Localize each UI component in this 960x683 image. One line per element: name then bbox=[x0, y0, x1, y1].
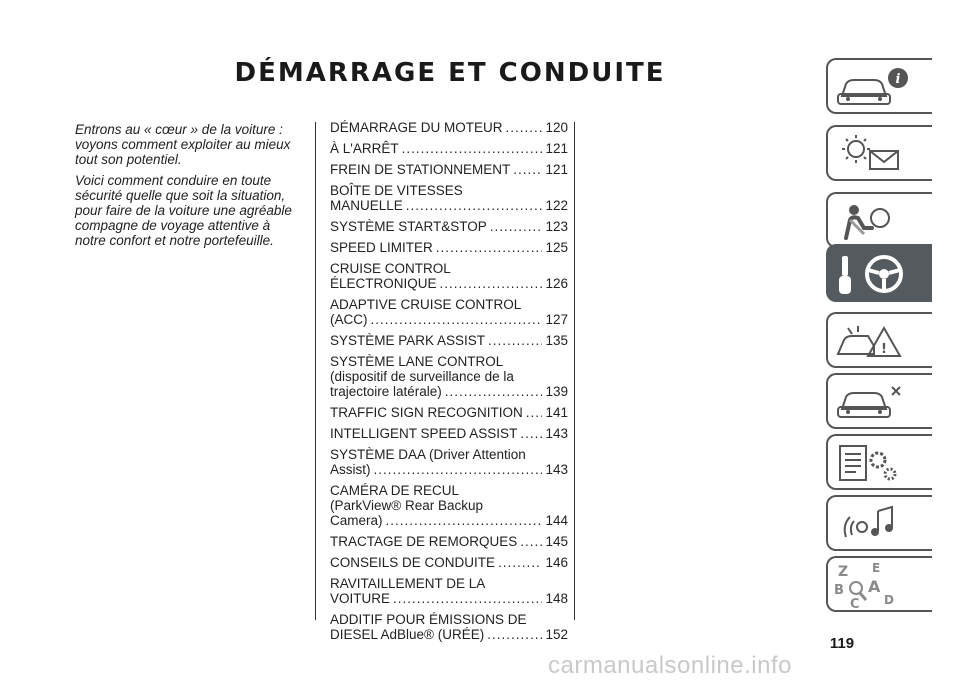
toc-page-number: 145 bbox=[545, 534, 568, 549]
toc-entry[interactable] bbox=[330, 120, 568, 135]
toc-entry[interactable] bbox=[330, 297, 568, 327]
toc-entry-text: DÉMARRAGE DU MOTEUR bbox=[330, 120, 503, 135]
toc-page-number: 143 bbox=[545, 462, 568, 477]
maintenance-gears-icon bbox=[828, 436, 934, 492]
toc-page-number: 143 bbox=[545, 426, 568, 441]
toc-entry[interactable] bbox=[330, 219, 568, 234]
toc-page-number: 121 bbox=[545, 141, 568, 156]
intro-paragraph: Voici comment conduire en toute sécurité quelle que soit la situation, pour faire de la voiture une agréable compagne de voyage attentive à notre confort et notre portefeuille. bbox=[75, 173, 292, 248]
tab-multimedia[interactable] bbox=[826, 495, 932, 551]
car-breakdown-icon bbox=[828, 375, 934, 431]
toc-entry-text: DIESEL AdBlue® (URÉE) bbox=[330, 627, 485, 642]
toc-page-number: 135 bbox=[545, 333, 568, 348]
toc-page-number: 139 bbox=[545, 384, 568, 399]
page-number: 119 bbox=[829, 635, 855, 652]
toc-entry[interactable] bbox=[330, 162, 568, 177]
toc-page-number: 144 bbox=[545, 513, 568, 528]
tab-technical-data[interactable] bbox=[826, 434, 932, 490]
intro-paragraph: Entrons au « cœur » de la voiture : voyons comment exploiter au mieux tout son potentiel. bbox=[75, 122, 291, 167]
toc-entry-text: ADAPTIVE CRUISE CONTROL bbox=[330, 297, 522, 312]
toc-entry[interactable] bbox=[330, 240, 568, 255]
toc-leader-dots bbox=[402, 141, 543, 156]
toc-leader-dots bbox=[526, 405, 543, 420]
svg-text:B: B bbox=[834, 583, 844, 598]
toc-entry[interactable] bbox=[330, 612, 568, 642]
toc-leader-dots bbox=[436, 240, 543, 255]
toc-entry-text: BOÎTE DE VITESSES bbox=[330, 183, 463, 198]
toc-entry[interactable] bbox=[330, 261, 568, 291]
tab-maintenance[interactable] bbox=[826, 373, 932, 429]
toc-entry-text: TRAFFIC SIGN RECOGNITION bbox=[330, 405, 523, 420]
toc-entry-text: SYSTÈME LANE CONTROL bbox=[330, 354, 504, 369]
column-divider-right bbox=[574, 122, 575, 620]
tab-safety[interactable] bbox=[826, 192, 932, 248]
svg-text:Z: Z bbox=[838, 564, 849, 580]
car-info-icon bbox=[828, 60, 934, 116]
toc-entry-text: Assist) bbox=[330, 462, 371, 477]
tab-car-info[interactable] bbox=[826, 58, 932, 114]
toc-entry-text: (dispositif de surveillance de la bbox=[330, 369, 514, 384]
car-accident-warning-icon bbox=[828, 314, 934, 370]
tab-starting-driving[interactable] bbox=[826, 244, 932, 302]
toc-leader-dots bbox=[371, 312, 543, 327]
toc-entry-text: MANUELLE bbox=[330, 198, 403, 213]
watermark: carmanualsonline.info bbox=[548, 652, 792, 679]
toc-entry-text: CONSEILS DE CONDUITE bbox=[330, 555, 496, 570]
toc-entry-text: SYSTÈME PARK ASSIST bbox=[330, 333, 486, 348]
toc-entry-text: CAMÉRA DE RECUL bbox=[330, 483, 460, 498]
toc-entry-text: ÉLECTRONIQUE bbox=[330, 276, 437, 291]
toc-page-number: 123 bbox=[545, 219, 568, 234]
toc-entry-text: trajectoire latérale) bbox=[330, 384, 442, 399]
toc-leader-dots bbox=[440, 276, 543, 291]
toc-leader-dots bbox=[520, 534, 542, 549]
toc-leader-dots bbox=[374, 462, 543, 477]
key-steering-wheel-icon bbox=[828, 246, 934, 304]
toc-entry-text: SYSTÈME DAA (Driver Attention bbox=[330, 447, 526, 462]
toc-entry[interactable] bbox=[330, 576, 568, 606]
toc-entry-text: TRACTAGE DE REMORQUES bbox=[330, 534, 518, 549]
svg-text:E: E bbox=[872, 561, 881, 575]
toc-page-number: 122 bbox=[545, 198, 568, 213]
toc-leader-dots bbox=[406, 198, 543, 213]
column-divider-left bbox=[315, 122, 316, 620]
toc-entry[interactable] bbox=[330, 354, 568, 399]
toc-entry[interactable] bbox=[330, 534, 568, 549]
toc-page-number: 148 bbox=[545, 591, 568, 606]
toc-leader-dots bbox=[393, 591, 542, 606]
toc-page-number: 125 bbox=[545, 240, 568, 255]
toc-entry[interactable] bbox=[330, 405, 568, 420]
toc-entry-text: (ACC) bbox=[330, 312, 368, 327]
toc-entry[interactable] bbox=[330, 426, 568, 441]
toc-entry[interactable] bbox=[330, 333, 568, 348]
toc-page-number: 126 bbox=[545, 276, 568, 291]
toc-entry[interactable] bbox=[330, 483, 568, 528]
toc-leader-dots bbox=[490, 219, 543, 234]
toc-page-number: 152 bbox=[545, 627, 568, 642]
toc-leader-dots bbox=[498, 555, 542, 570]
toc-entry-text: RAVITAILLEMENT DE LA bbox=[330, 576, 486, 591]
toc-entry-text: À L'ARRÊT bbox=[330, 141, 399, 156]
page-title: DÉMARRAGE ET CONDUITE bbox=[234, 58, 666, 88]
toc-entry-text: CRUISE CONTROL bbox=[330, 261, 451, 276]
svg-text:!: ! bbox=[881, 342, 887, 357]
toc-leader-dots bbox=[513, 162, 542, 177]
toc-entry-text: INTELLIGENT SPEED ASSIST bbox=[330, 426, 518, 441]
toc-leader-dots bbox=[445, 384, 543, 399]
toc-entry-text: ADDITIF POUR ÉMISSIONS DE bbox=[330, 612, 527, 627]
seatbelt-airbag-icon bbox=[828, 194, 934, 250]
tab-dashboard-lights[interactable] bbox=[826, 125, 932, 181]
toc-entry[interactable] bbox=[330, 555, 568, 570]
alphabetical-index-icon bbox=[828, 558, 934, 614]
toc-entry-text: SYSTÈME START&STOP bbox=[330, 219, 487, 234]
toc-entry-text: Camera) bbox=[330, 513, 383, 528]
toc-entry-text: FREIN DE STATIONNEMENT bbox=[330, 162, 511, 177]
toc-leader-dots bbox=[488, 333, 542, 348]
toc-page-number: 120 bbox=[545, 120, 568, 135]
toc-entry-text: VOITURE bbox=[330, 591, 391, 606]
toc-leader-dots bbox=[487, 627, 542, 642]
tab-index[interactable] bbox=[826, 556, 932, 612]
svg-text:A: A bbox=[868, 577, 881, 596]
toc-leader-dots bbox=[520, 426, 542, 441]
svg-text:D: D bbox=[884, 593, 894, 607]
toc-entry[interactable] bbox=[330, 183, 568, 213]
toc-leader-dots bbox=[386, 513, 543, 528]
toc-entry[interactable] bbox=[330, 141, 568, 156]
multimedia-icon bbox=[828, 497, 934, 553]
dashboard-lights-icon bbox=[828, 127, 934, 183]
svg-text:C: C bbox=[850, 597, 860, 612]
toc-entry-text: SPEED LIMITER bbox=[330, 240, 433, 255]
chapter-intro bbox=[75, 122, 300, 254]
toc-leader-dots bbox=[506, 120, 543, 135]
toc-entry-text: (ParkView® Rear Backup bbox=[330, 498, 484, 513]
svg-text:i: i bbox=[895, 72, 901, 87]
tab-emergency[interactable] bbox=[826, 312, 932, 368]
table-of-contents bbox=[330, 120, 568, 648]
toc-page-number: 146 bbox=[545, 555, 568, 570]
toc-page-number: 121 bbox=[545, 162, 568, 177]
toc-page-number: 127 bbox=[545, 312, 568, 327]
toc-entry[interactable] bbox=[330, 447, 568, 477]
toc-page-number: 141 bbox=[545, 405, 568, 420]
